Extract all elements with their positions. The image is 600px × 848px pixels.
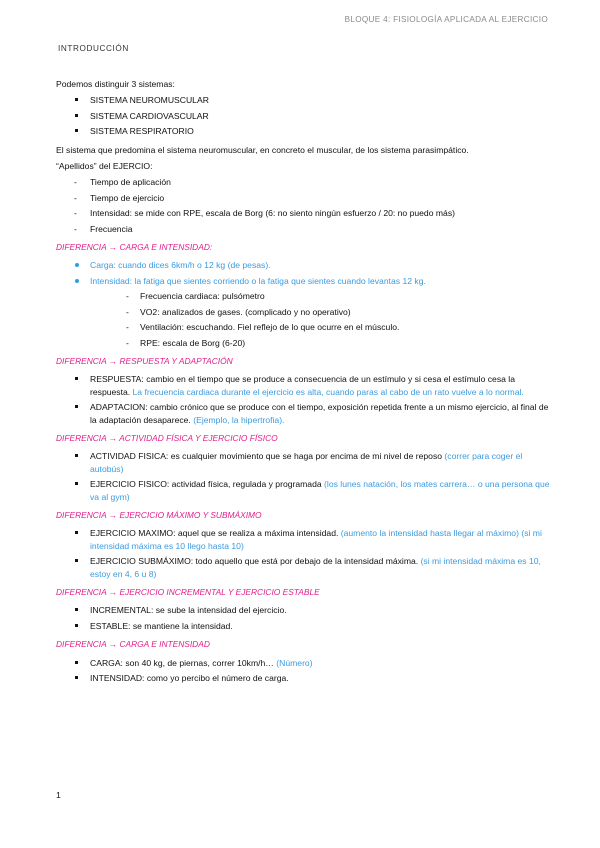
dominant-system-line: El sistema que predomina el sistema neuromuscular, en concreto el muscular, de los sistema parasimpático. bbox=[56, 144, 469, 155]
list-item bbox=[56, 657, 556, 669]
actividad-text: ACTIVIDAD FISICA: es cualquier movimiento que se haga por encima de mi nivel de reposo bbox=[90, 451, 443, 462]
carga-example: (Número) bbox=[276, 657, 313, 668]
incremental-estable-list bbox=[56, 604, 556, 632]
section-heading-actividad-ejercicio: DIFERENCIA → ACTIVIDAD FÍSICA Y EJERCICIO FÍSICO bbox=[56, 432, 278, 443]
list-item bbox=[56, 555, 556, 580]
maximo-example: (aumento la intensidad hasta llegar al máximo) (si mi intensidad máxima es 10 llego hasta 10) bbox=[90, 528, 542, 551]
list-item: - Tiempo de ejercicio bbox=[56, 192, 556, 204]
systems-list bbox=[56, 94, 556, 137]
submaximo-example: (si mi intensidad máxima es 10, estoy en 4, 6 u 8) bbox=[90, 556, 541, 579]
intro-line: Podemos distinguir 3 sistemas: bbox=[56, 79, 175, 89]
list-item bbox=[56, 478, 556, 503]
adaptacion-text: ADAPTACION: cambio crónico que se produce con el tiempo, exposición repetida frente a un mismo ejercicio, al final de la adaptación desaparece. bbox=[90, 402, 549, 425]
list-item: SISTEMA NEUROMUSCULAR bbox=[56, 94, 556, 106]
list-item bbox=[56, 275, 556, 349]
list-item: - VO2: analizados de gases. (complicado y no operativo) bbox=[108, 306, 556, 318]
respuesta-example: La frecuencia cardiaca durante el ejercicio es alta, cuando paras al cabo de un rato vuelve a lo normal. bbox=[132, 386, 524, 397]
intensidad-text: Intensidad: la fatiga que sientes corriendo o la fatiga que sientes cuando levantas 12 kg. bbox=[90, 275, 426, 286]
adaptacion-example: (Ejemplo, la hipertrofia). bbox=[193, 414, 285, 425]
carga-intensidad-list-2 bbox=[56, 657, 556, 685]
document-body bbox=[56, 78, 556, 690]
list-item: ESTABLE: se mantiene la intensidad. bbox=[56, 620, 556, 632]
section-title: INTRODUCCIÓN bbox=[58, 44, 129, 53]
page-number: 1 bbox=[56, 790, 61, 800]
submaximo-text: EJERCICIO SUBMÁXIMO: todo aquello que está por debajo de la intensidad máxima. bbox=[90, 556, 419, 567]
actividad-ejercicio-list bbox=[56, 450, 556, 503]
list-item bbox=[56, 401, 556, 426]
section-heading-incremental-estable: DIFERENCIA → EJERCICIO INCREMENTAL Y EJERCICIO ESTABLE bbox=[56, 587, 320, 597]
ejercicio-text: EJERCICIO FISICO: actividad física, regulada y programada bbox=[90, 479, 322, 490]
ejercicio-example: (los lunes natación, los mates carrera… o una persona que va al gym) bbox=[90, 479, 550, 502]
list-item: INTENSIDAD: como yo percibo el número de carga. bbox=[56, 672, 556, 684]
list-item bbox=[56, 450, 556, 475]
list-item bbox=[56, 373, 556, 398]
list-item: - Frecuencia bbox=[56, 223, 556, 235]
section-heading-carga-intensidad: DIFERENCIA → CARGA E INTENSIDAD: bbox=[56, 242, 213, 253]
list-item: Carga: cuando dices 6km/h o 12 kg (de pesas). bbox=[56, 259, 556, 271]
list-item: - Tiempo de aplicación bbox=[56, 176, 556, 188]
respuesta-adaptacion-list bbox=[56, 373, 556, 426]
section-heading-carga-intensidad-2: DIFERENCIA → CARGA E INTENSIDAD bbox=[56, 639, 210, 650]
list-item: - Frecuencia cardiaca: pulsómetro bbox=[108, 290, 556, 302]
carga-intensidad-list bbox=[56, 259, 556, 348]
section-heading-maximo-submaximo: DIFERENCIA → EJERCICIO MÁXIMO Y SUBMÁXIMO bbox=[56, 509, 262, 520]
intensidad-sublist bbox=[90, 290, 556, 349]
list-item: - RPE: escala de Borg (6-20) bbox=[108, 337, 556, 349]
respuesta-text: RESPUESTA: cambio en el tiempo que se produce a consecuencia de un estímulo y si cesa el estímulo cesa la respuesta. bbox=[90, 374, 515, 397]
list-item: INCREMENTAL: se sube la intensidad del ejercicio. bbox=[56, 604, 556, 616]
actividad-example: (correr para coger el autobús) bbox=[90, 451, 523, 474]
section-heading-respuesta-adaptacion: DIFERENCIA → RESPUESTA Y ADAPTACIÓN bbox=[56, 355, 233, 366]
list-item: - Ventilación: escuchando. Fiel reflejo de lo que ocurre en el músculo. bbox=[108, 321, 556, 333]
list-item: SISTEMA RESPIRATORIO bbox=[56, 125, 556, 137]
apellidos-line: “Apellidos” del EJERCIO: bbox=[56, 161, 153, 172]
maximo-submaximo-list bbox=[56, 527, 556, 580]
list-item bbox=[56, 527, 556, 552]
list-item: SISTEMA CARDIOVASCULAR bbox=[56, 110, 556, 122]
document-header: BLOQUE 4: FISIOLOGÍA APLICADA AL EJERCICIO bbox=[344, 15, 548, 24]
apellidos-list bbox=[56, 176, 556, 235]
list-item: - Intensidad: se mide con RPE, escala de Borg (6: no siento ningún esfuerzo / 20: no puedo más) bbox=[56, 207, 556, 219]
carga-text: CARGA: son 40 kg, de piernas, correr 10km/h… bbox=[90, 657, 274, 668]
maximo-text: EJERCICIO MAXIMO: aquel que se realiza a máxima intensidad. bbox=[90, 528, 339, 539]
